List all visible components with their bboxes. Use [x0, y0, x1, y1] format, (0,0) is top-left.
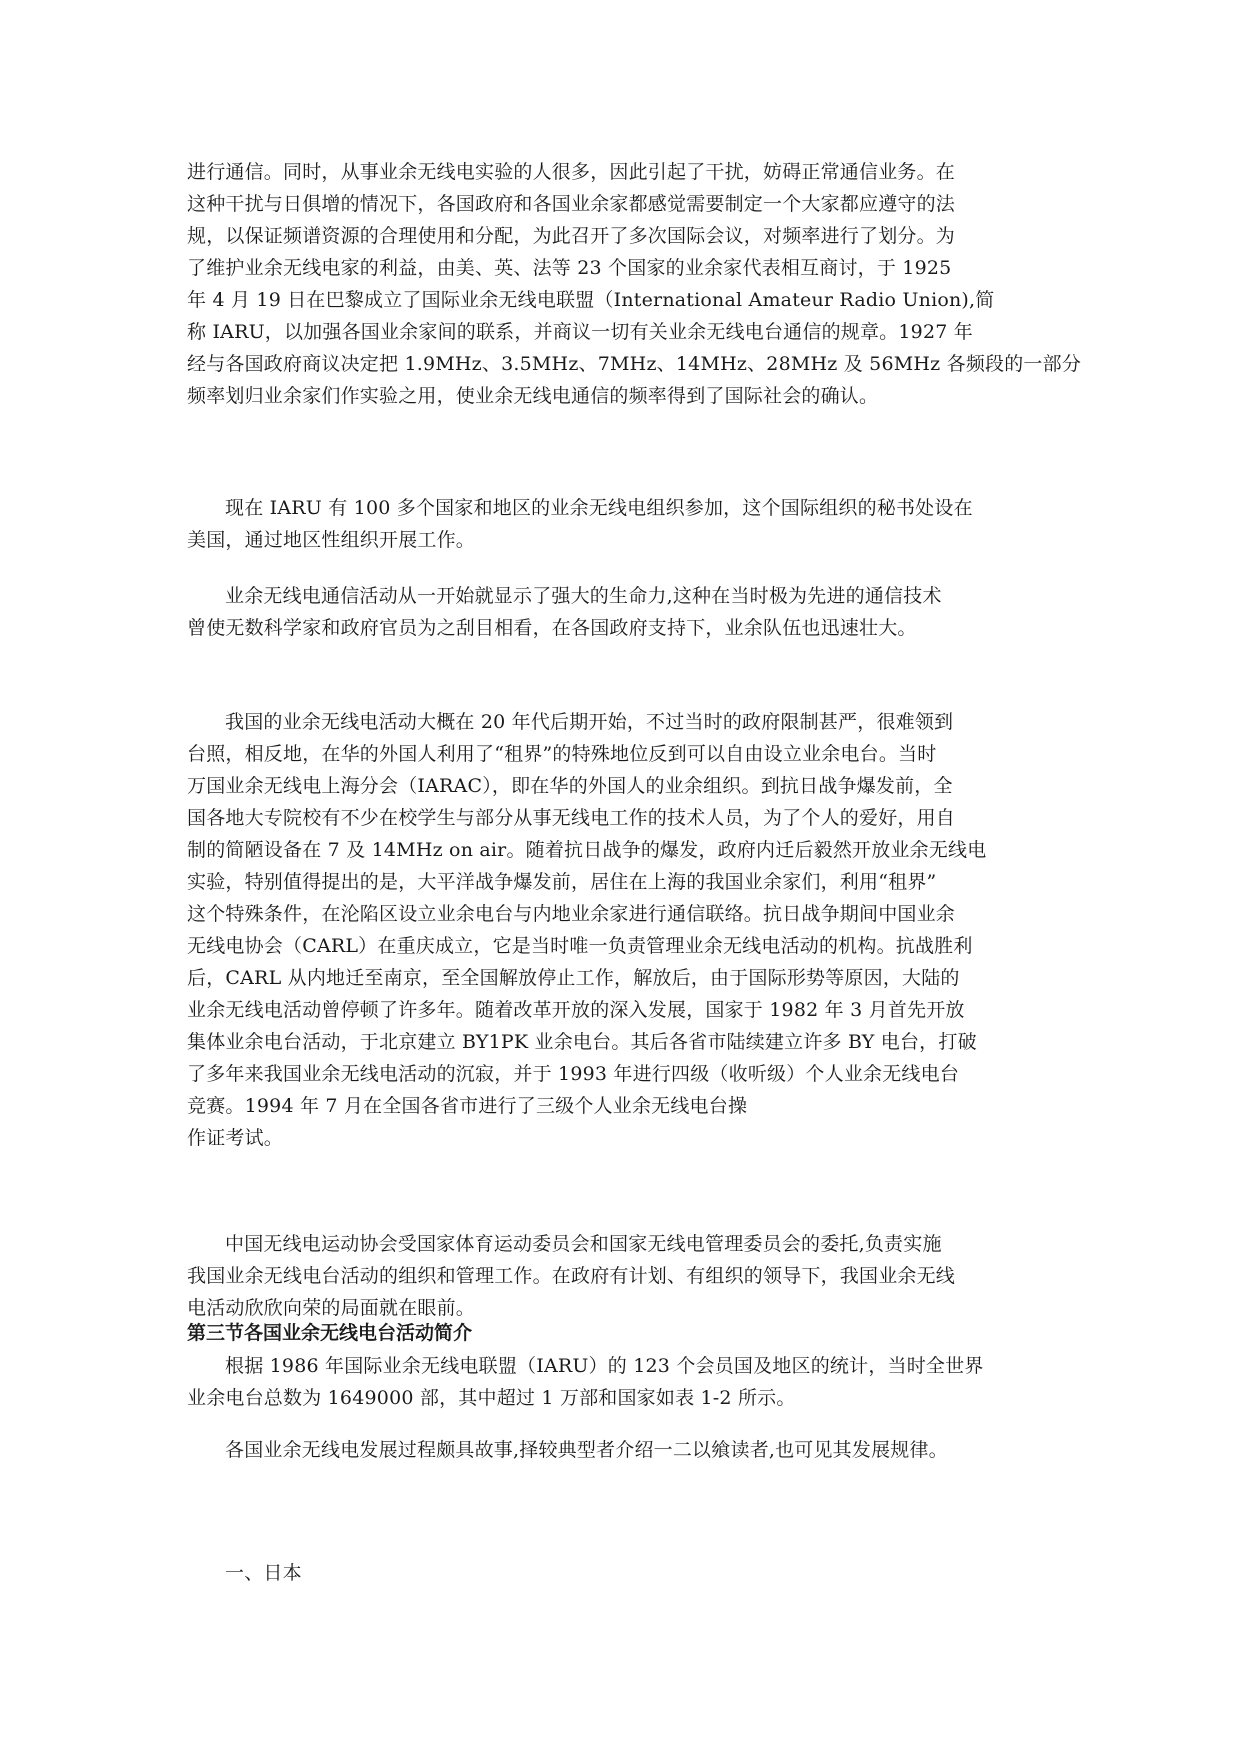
text-line: 经与各国政府商议决定把 1.9MHz、3.5MHz、7MHz、14MHz、28MHz 及 56MHz 各频段的一部分 [187, 353, 1082, 375]
text-line: 规，以保证频谱资源的合理使用和分配，为此召开了多次国际会议，对频率进行了划分。为 [187, 225, 956, 247]
paragraph-iaru-history [187, 156, 1082, 412]
paragraph-vitality [187, 580, 1053, 644]
text-line: 曾使无数科学家和政府官员为之刮目相看，在各国政府支持下，业余队伍也迅速壮大。 [187, 617, 917, 639]
text-line: 了维护业余无线电家的利益，由美、英、法等 23 个国家的业余家代表相互商讨，于 1925 [187, 257, 952, 279]
text-line: 业余电台总数为 1649000 部，其中超过 1 万部和国家如表 1-2 所示。 [187, 1387, 796, 1409]
text-line: 年 4 月 19 日在巴黎成立了国际业余无线电联盟（International Amateur Radio Union),简 [187, 289, 995, 311]
text-line: 电活动欣欣向荣的局面就在眼前。 [187, 1297, 476, 1319]
text-line: 频率划归业余家们作实验之用，使业余无线电通信的频率得到了国际社会的确认。 [187, 385, 879, 407]
text-line: 台照，相反地，在华的外国人利用了“租界”的特殊地位反到可以自由设立业余电台。当时 [187, 743, 937, 765]
text-line: 我国业余无线电台活动的组织和管理工作。在政府有计划、有组织的领导下，我国业余无线 [187, 1265, 956, 1287]
paragraph-intro-stories [187, 1434, 1053, 1466]
text-line: 中国无线电运动协会受国家体育运动委员会和国家无线电管理委员会的委托,负责实施 [225, 1233, 942, 1255]
paragraph-statistics [187, 1350, 1053, 1414]
subsection-heading-japan: 一、日本 [225, 1562, 302, 1584]
text-line: 无线电协会（CARL）在重庆成立，它是当时唯一负责管理业余无线电活动的机构。抗战胜利 [187, 935, 973, 957]
text-line: 各国业余无线电发展过程颇具故事,择较典型者介绍一二以飨读者,也可见其发展规律。 [225, 1439, 948, 1461]
paragraph-iaru-members [187, 492, 1053, 556]
text-line: 后，CARL 从内地迁至南京，至全国解放停止工作，解放后，由于国际形势等原因，大陆的 [187, 967, 960, 989]
text-line: 根据 1986 年国际业余无线电联盟（IARU）的 123 个会员国及地区的统计，当时全世界 [225, 1355, 984, 1377]
text-line: 这个特殊条件，在沦陷区设立业余电台与内地业余家进行通信联络。抗日战争期间中国业余 [187, 903, 956, 925]
text-line: 业余无线电通信活动从一开始就显示了强大的生命力,这种在当时极为先进的通信技术 [225, 585, 942, 607]
text-line: 我国的业余无线电活动大概在 20 年代后期开始，不过当时的政府限制甚严，很难领到 [225, 711, 954, 733]
text-line: 美国，通过地区性组织开展工作。 [187, 529, 476, 551]
text-line: 实验，特别值得提出的是，大平洋战争爆发前，居住在上海的我国业余家们，利用“租界” [187, 871, 937, 893]
text-line: 进行通信。同时，从事业余无线电实验的人很多，因此引起了干扰，妨碍正常通信业务。在 [187, 161, 956, 183]
text-line: 现在 IARU 有 100 多个国家和地区的业余无线电组织参加，这个国际组织的秘书处设在 [225, 497, 973, 519]
text-line: 作证考试。 [187, 1127, 284, 1149]
text-line: 了多年来我国业余无线电活动的沉寂，并于 1993 年进行四级（收听级）个人业余无线电台 [187, 1063, 960, 1085]
text-line: 国各地大专院校有不少在校学生与部分从事无线电工作的技术人员，为了个人的爱好，用自 [187, 807, 956, 829]
paragraph-crsa [187, 1228, 1053, 1324]
paragraph-china-history [187, 706, 1053, 1154]
text-line: 竞赛。1994 年 7 月在全国各省市进行了三级个人业余无线电台操 [187, 1095, 748, 1117]
text-line: 这种干扰与日俱增的情况下，各国政府和各国业余家都感觉需要制定一个大家都应遵守的法 [187, 193, 956, 215]
text-line: 集体业余电台活动，于北京建立 BY1PK 业余电台。其后各省市陆续建立许多 BY 电台，打破 [187, 1031, 977, 1053]
text-line: 制的简陋设备在 7 及 14MHz on air。随着抗日战争的爆发，政府内迁后毅然开放业余无线电 [187, 839, 987, 861]
text-line: 业余无线电活动曾停顿了许多年。随着改革开放的深入发展，国家于 1982 年 3 月首先开放 [187, 999, 965, 1021]
section-heading: 第三节各国业余无线电台活动简介 [187, 1322, 473, 1344]
text-line: 万国业余无线电上海分会（IARAC），即在华的外国人的业余组织。到抗日战争爆发前，全 [187, 775, 953, 797]
text-line: 称 IARU，以加强各国业余家间的联系，并商议一切有关业余无线电台通信的规章。1927 年 [187, 321, 973, 343]
